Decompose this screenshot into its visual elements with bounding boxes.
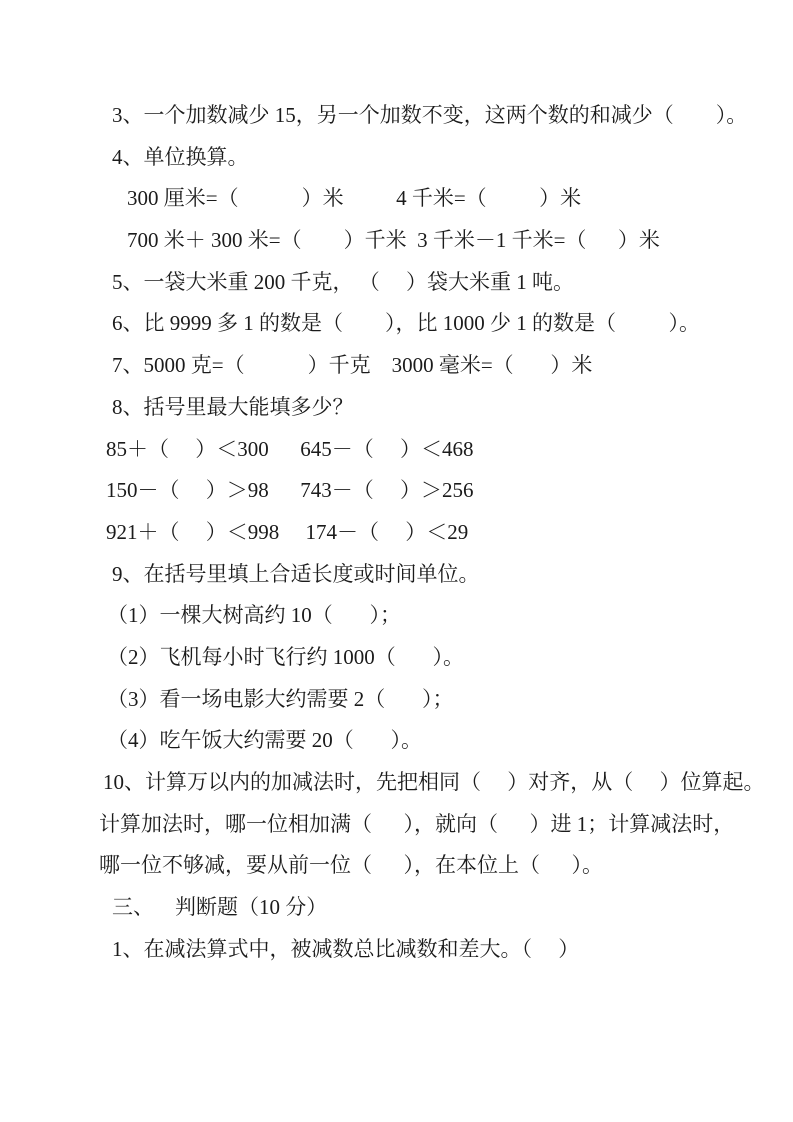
question-9-subitem-3: （3）看一场电影大约需要 2（ ）； <box>107 686 454 711</box>
question-7: 7、5000 克=（ ）千克 3000 毫米=（ ）米 <box>112 353 593 378</box>
conversion-row-1: 300 厘米=（ ）米 4 千米=（ ）米 <box>127 186 582 211</box>
inequality-row-3: 921＋（ ）＜998 174－（ ）＜29 <box>106 519 469 544</box>
worksheet-content <box>0 95 793 970</box>
question-4: 4、单位换算。 <box>112 144 249 169</box>
inequality-row-2: 150－（ ）＞98 743－（ ）＞256 <box>106 478 474 503</box>
question-10-line-1: 10、计算万以内的加减法时，先把相同（ ）对齐，从（ ）位算起。 <box>103 770 765 794</box>
question-9-subitem-1: （1）一棵大树高约 10（ ）； <box>107 603 401 628</box>
question-9-subitem-2: （2）飞机每小时飞行约 1000（ ）。 <box>107 644 464 669</box>
question-6: 6、比 9999 多 1 的数是（ ），比 1000 少 1 的数是（ ）。 <box>112 311 700 336</box>
section-3-heading: 三、 判断题（10 分） <box>112 895 328 920</box>
question-9: 9、在括号里填上合适长度或时间单位。 <box>112 561 480 586</box>
conversion-row-2: 700 米＋ 300 米=（ ）千米 3 千米－1 千米=（ ）米 <box>127 228 660 253</box>
question-8: 8、括号里最大能填多少？ <box>112 394 354 419</box>
question-9-subitem-4: （4）吃午饭大约需要 20（ ）。 <box>107 728 422 753</box>
inequality-row-1: 85＋（ ）＜300 645－（ ）＜468 <box>106 436 474 461</box>
question-3: 3、一个加数减少 15，另一个加数不变，这两个数的和减少（ ）。 <box>112 103 748 127</box>
question-10-line-2: 计算加法时，哪一位相加满（ ），就向（ ）进 1；计算减法时， <box>99 811 735 836</box>
question-10-line-3: 哪一位不够减，要从前一位（ ），在本位上（ ）。 <box>99 853 603 878</box>
question-5: 5、一袋大米重 200 千克， （ ）袋大米重 1 吨。 <box>112 269 574 294</box>
judge-question-1: 1、在减法算式中，被减数总比减数和差大。（ ） <box>112 936 580 961</box>
